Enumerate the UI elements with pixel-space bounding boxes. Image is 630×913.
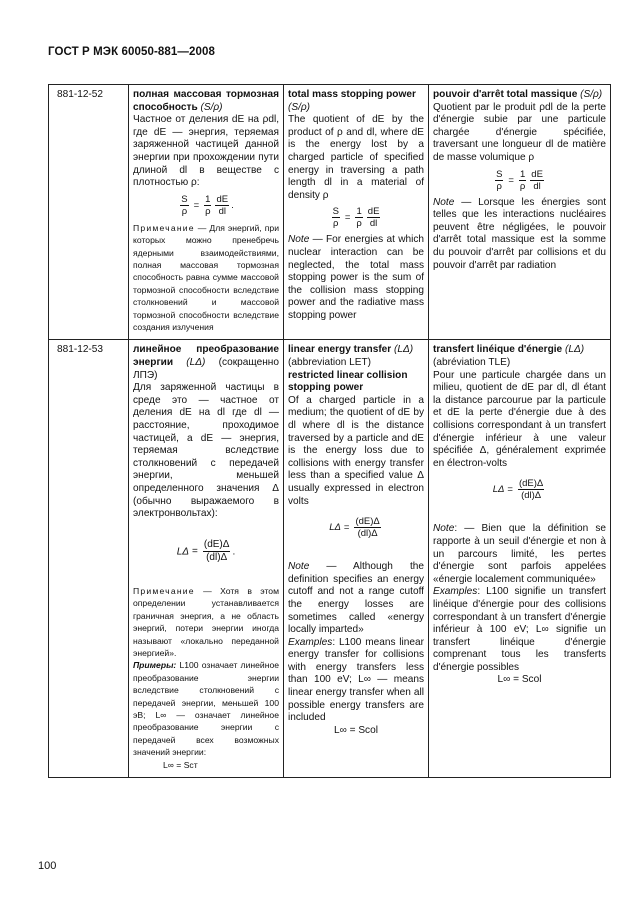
english-definition: The quotient of dE by the product of ρ and dl, where dE is the energy lost by a charged particle of specified energy in traversing a path length dl in a material of density ρ <box>288 114 424 201</box>
english-examples: : L100 means linear energy transfer for collisions with energy transfers less than 100 eV; L∞ — means linear energy transfer when all possible energy transfers are included <box>288 636 424 724</box>
french-symbol: (S/ρ) <box>580 89 603 100</box>
russian-term: линейное преобразование энергии <box>133 344 279 368</box>
note-label: Примечание <box>133 585 195 596</box>
final-formula: L∞ = Scol <box>334 724 378 736</box>
russian-definition: Частное от деления dE на ρdl, где dE — энергия, теряемая заряженной частицей данной энергии при прохождении пути длиной dl в веществе с плотностью ρ: <box>133 114 279 189</box>
examples-label: Examples <box>288 636 333 648</box>
terms-table <box>48 84 611 778</box>
english-abbreviation: (abbreviation LET) <box>288 357 372 368</box>
formula: LΔ = $\frac{(dE)\Delta}{(dl)\Delta}$ <box>492 478 544 502</box>
french-definition: Quotient par le produit ρdl de la perte d'énergie subie par une particule chargée d'énergie spécifiée, traversant une longueur dl de matière de masse volumique ρ <box>433 101 606 163</box>
note-label: Note <box>288 561 310 573</box>
page-number: 100 <box>38 860 57 872</box>
russian-term: полная массовая тормозная способность <box>133 89 279 113</box>
french-symbol: (LΔ) <box>564 344 585 356</box>
french-note: : — Bien que la définition se rapporte à un seuil d'énergie et non à un parcours limité, les pertes d'énergie sont parfois appelées «énergie localement communiquée» <box>433 523 606 585</box>
english-note: — Although the definition specifies an energy cutoff and not a range cutoff the energy losses are sometimes called «energy locally imparted» <box>288 561 424 636</box>
english-symbol: (S/ρ) <box>288 101 311 113</box>
french-term: pouvoir d'arrêt total massique <box>433 89 578 100</box>
french-entry <box>429 85 611 340</box>
formula: $\frac{S}{\rho}$ = $\frac{1}{\rho}$ $\frac{dE}{dl}$ <box>496 168 543 192</box>
english-definition: Of a charged particle in a medium; the quotient of dE by dl where dl is the distance traversed by a particle and dE is the energy loss due to collisions with energy transfer less than a specified value Δ usually expressed in electron volts <box>288 394 424 507</box>
formula: LΔ = $\frac{(dE)\Delta}{(dl)\Delta}$ <box>329 516 380 540</box>
english-term: total mass stopping power <box>288 89 416 100</box>
french-abbreviation: (abréviation TLE) <box>433 357 511 368</box>
formula: $\frac{S}{\rho}$ = $\frac{1}{\rho}$ $\frac{dE}{dl}$ <box>332 206 380 230</box>
french-note: — Lorsque les énergies sont telles que les interactions nucléaires peuvent être négligées, le pouvoir d'arrêt total massique est la somme du pouvoir d'arrêt par collisions et du pouvoir d'arrêt par radiation <box>433 196 606 271</box>
french-definition: Pour une particule chargée dans un milieu, quotient de dE par dl, dl étant la distance parcourue par la particule et dE la perte d'énergie due à des collisions correspondant à un transfert d'énergie inférieur à une valeur spécifiée Δ, généralement exprimée en électron-volts <box>433 369 606 469</box>
note-label: Note <box>433 523 455 535</box>
russian-note: — Для энергий, при которых можно пренебречь ядерными взаимодействиями, полная массовая тормозная способность равна сумме массовой тормозной способности вследствие столкновений и массовой тормозной способности вследствие создания излучения <box>133 222 279 332</box>
russian-symbol: (LΔ) <box>186 357 206 368</box>
russian-examples: L100 означает линейное преобразование энергии вследствие столкновений с передачей энергии, меньшей 100 эВ; L∞ — означает линейное преобразование энергии с передачей всех возможных значений энергии: <box>133 660 279 758</box>
english-symbol: (LΔ) <box>394 344 414 356</box>
final-formula: L∞ = Scol <box>497 674 542 686</box>
examples-label: Примеры: <box>133 660 177 671</box>
document-header: ГОСТ Р МЭК 60050-881—2008 <box>48 46 215 58</box>
note-label: Примечание <box>133 222 195 233</box>
french-term: transfert linéique d'énergie <box>433 344 563 356</box>
english-term: linear energy transfer <box>288 344 392 356</box>
term-number: 881-12-52 <box>49 85 129 340</box>
note-label: Note <box>288 234 310 246</box>
russian-abbreviation: (сокращенно ЛПЭ) <box>133 357 279 381</box>
term-row <box>49 85 611 340</box>
english-note: — For energies at which nuclear interaction can be neglected, the total mass stopping power is the sum of the collision mass stopping power and the radiative mass stopping power <box>288 234 424 321</box>
russian-definition: Для заряженной частицы в среде это — частное от деления dE на dl где dl — расстояние, проходимое частицей, а dE — энергия, теряемая вследствие столкновений с передачей энергии, меньшей определенного значения Δ (обычно выражаемого в электронвольтах): <box>133 382 279 520</box>
term-number: 881-12-53 <box>49 340 129 778</box>
french-entry <box>429 340 611 778</box>
term-row <box>49 340 611 778</box>
final-formula: L∞ = Sст <box>163 759 198 770</box>
examples-label: Examples <box>433 586 478 598</box>
english-entry <box>284 85 429 340</box>
russian-entry <box>129 85 284 340</box>
english-entry <box>284 340 429 778</box>
formula: LΔ = $\frac{(dE)\Delta}{(dl)\Delta}$ . <box>176 538 236 564</box>
russian-symbol: (S/ρ) <box>200 101 223 113</box>
russian-entry <box>129 340 284 778</box>
note-label: Note <box>433 196 455 208</box>
english-synonym-term: restricted linear collision stopping power <box>288 369 408 394</box>
formula: $\frac{S}{\rho}$ = $\frac{1}{\rho}$ $\frac{dE}{dl}$ . <box>181 193 234 217</box>
french-examples: : L100 signifie un transfert linéique d'énergie pour des collisions correspondant à un transfert d'énergie inférieur à 100 eV; L∞ signifie un transfert linéique d'énergie comprenant tous les transferts d'énergie possibles <box>433 586 606 673</box>
russian-note: — Хотя в этом определении устанавливается граничная энергия, а не область энергий, потери энергии иногда называют «локально переданной энергией». <box>133 585 279 658</box>
